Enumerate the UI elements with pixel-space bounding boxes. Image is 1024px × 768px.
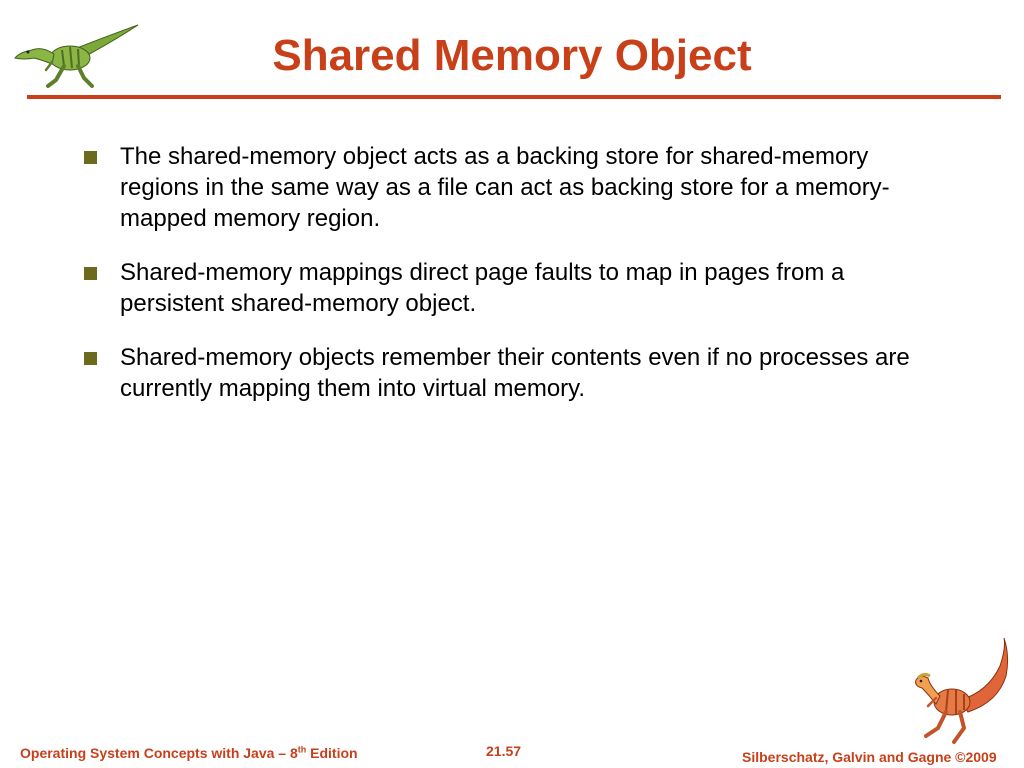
footer-copyright: Silberschatz, Galvin and Gagne ©2009 xyxy=(742,749,997,765)
square-bullet-icon xyxy=(84,267,97,280)
footer-book-title-prefix: Operating System Concepts with Java – 8 xyxy=(20,745,298,761)
title-divider xyxy=(27,95,1001,99)
square-bullet-icon xyxy=(84,151,97,164)
footer-book-title-superscript: th xyxy=(297,744,307,755)
bullet-text: The shared-memory object acts as a backing store for shared-memory regions in the same way as a file can act as backing store for a memory-mapped memory region. xyxy=(120,143,890,232)
red-dinosaur-image xyxy=(908,636,1010,744)
bullet-item xyxy=(82,342,942,404)
page-number: 21.57 xyxy=(486,743,522,759)
bullet-text: Shared-memory mappings direct page faults to map in pages from a persistent shared-memory object. xyxy=(120,259,845,317)
bullet-list xyxy=(82,141,942,427)
square-bullet-icon xyxy=(84,352,97,365)
dinosaur-icon xyxy=(908,636,1010,744)
bullet-item xyxy=(82,141,942,234)
footer-book-title xyxy=(20,744,358,762)
bullet-text: Shared-memory objects remember their contents even if no processes are currently mapping them into virtual memory. xyxy=(120,344,910,402)
slide-title: Shared Memory Object xyxy=(272,31,752,80)
footer-book-title-suffix: Edition xyxy=(306,745,358,761)
bullet-item xyxy=(82,257,942,319)
